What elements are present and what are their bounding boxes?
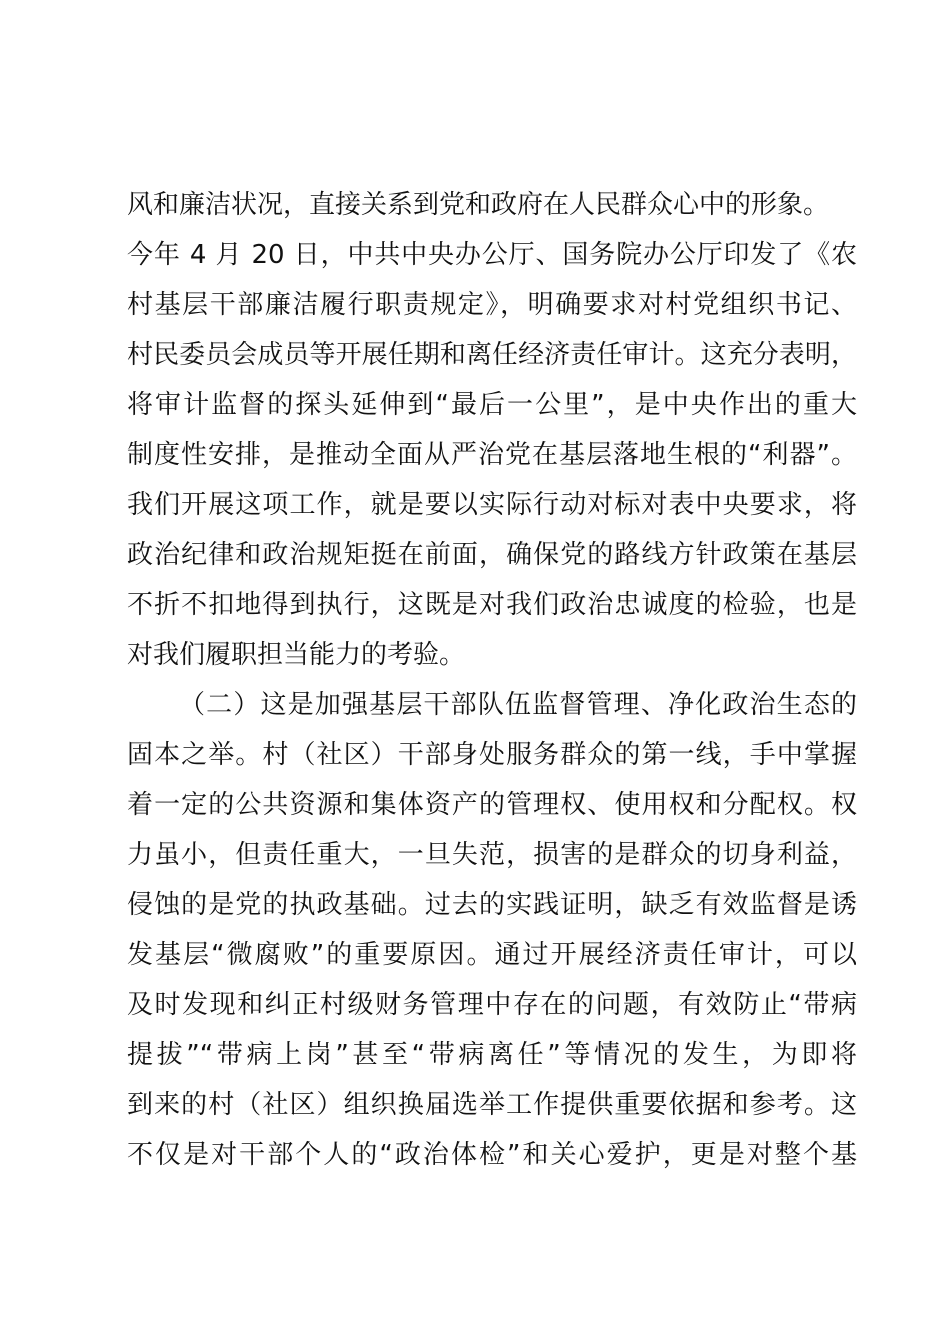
text-line: 提拔”“带病上岗”甚至“带病离任”等情况的发生，为即将	[127, 1040, 857, 1070]
text-line: 固本之举。村（社区）干部身处服务群众的第一线，手中掌握	[127, 740, 857, 770]
text-line: 发基层“微腐败”的重要原因。通过开展经济责任审计，可以	[127, 940, 857, 970]
text-line: 力虽小，但责任重大，一旦失范，损害的是群众的切身利益，	[127, 840, 857, 870]
text-line: 到来的村（社区）组织换届选举工作提供重要依据和参考。这	[127, 1090, 857, 1120]
text-line: 对我们履职担当能力的考验。	[127, 640, 466, 670]
text-line: 制度性安排，是推动全面从严治党在基层落地生根的“利器”。	[127, 440, 857, 470]
text-line: 将审计监督的探头延伸到“最后一公里”，是中央作出的重大	[127, 390, 857, 420]
text-line: 政治纪律和政治规矩挺在前面，确保党的路线方针政策在基层	[127, 540, 857, 570]
text-line: 今年 4 月 20 日，中共中央办公厅、国务院办公厅印发了《农	[127, 240, 857, 270]
text-line: 村基层干部廉洁履行职责规定》，明确要求对村党组织书记、	[127, 290, 857, 320]
text-line: 及时发现和纠正村级财务管理中存在的问题，有效防止“带病	[127, 990, 857, 1020]
text-line: 风和廉洁状况，直接关系到党和政府在人民群众心中的形象。	[127, 190, 830, 220]
text-line: 着一定的公共资源和集体资产的管理权、使用权和分配权。权	[127, 790, 857, 820]
text-line: 侵蚀的是党的执政基础。过去的实践证明，缺乏有效监督是诱	[127, 890, 857, 920]
text-line: 不仅是对干部个人的“政治体检”和关心爱护，更是对整个基	[127, 1140, 857, 1170]
text-line: 不折不扣地得到执行，这既是对我们政治忠诚度的检验，也是	[127, 590, 857, 620]
section-heading-line: （二）这是加强基层干部队伍监督管理、净化政治生态的	[179, 690, 857, 720]
body-text	[127, 180, 857, 1180]
text-line: 村民委员会成员等开展任期和离任经济责任审计。这充分表明，	[127, 340, 857, 370]
text-line: 我们开展这项工作，就是要以实际行动对标对表中央要求，将	[127, 490, 857, 520]
